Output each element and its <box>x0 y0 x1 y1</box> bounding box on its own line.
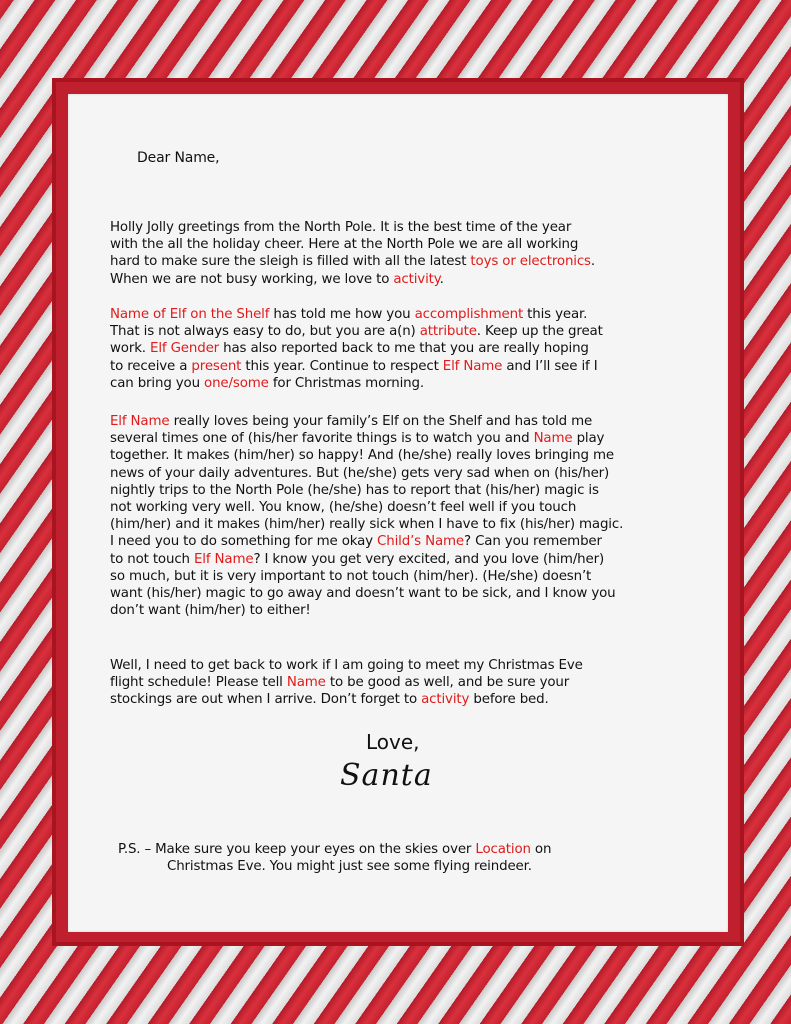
letter-line <box>110 323 690 340</box>
placeholder-field: Location <box>475 842 531 857</box>
placeholder-field: toys or electronics <box>470 254 591 270</box>
letter-text: nightly trips to the North Pole (he/she) has to report that (his/her) magic is <box>110 482 599 498</box>
paragraph-goodbye <box>110 657 690 709</box>
letter-text: to receive a <box>110 358 192 374</box>
letter-text: When we are not busy working, we love to <box>110 271 394 287</box>
letter-text: for Christmas morning. <box>268 375 424 391</box>
letter-text: Dear <box>137 150 175 166</box>
placeholder-field: Elf Name <box>193 551 254 567</box>
letter-text: to be good as well, and be sure your <box>325 675 570 691</box>
letter-line <box>110 482 690 499</box>
placeholder-field: Elf Name <box>442 358 503 374</box>
postscript-line-2: Christmas Eve. You might just see some flying reindeer. <box>167 859 532 874</box>
letter-text: (him/her) and it makes (him/her) really sick when I have to fix (his/her) magic. <box>110 517 624 533</box>
letter-text: so much, but it is very important to not touch (him/her). (He/she) doesn’t <box>110 568 592 584</box>
letter-line <box>110 533 690 550</box>
letter-line <box>110 602 690 619</box>
letter-line <box>110 375 690 392</box>
placeholder-field: one/some <box>204 375 269 391</box>
letter-text: and I’ll see if I <box>502 358 598 374</box>
paragraph-greeting <box>110 219 690 288</box>
letter-text: together. It makes (him/her) so happy! And (he/she) really loves bringing me <box>110 448 614 464</box>
letter-line <box>110 499 690 516</box>
letter-line <box>110 516 690 533</box>
letter-text: work. <box>110 341 151 357</box>
placeholder-field: activity <box>393 271 440 287</box>
letter-line <box>110 465 690 482</box>
placeholder-field: attribute <box>419 324 477 340</box>
letter-line <box>110 219 690 236</box>
letter-line <box>110 306 690 323</box>
letter-text: before bed. <box>469 692 549 708</box>
letter-text: don’t want (him/her) to either! <box>110 603 311 619</box>
letter-line <box>110 340 690 357</box>
letter-line <box>110 551 690 568</box>
letter-text: , <box>215 150 220 166</box>
letter-line <box>110 413 690 430</box>
placeholder-field: Child’s Name <box>377 534 465 550</box>
letter-line <box>110 236 690 253</box>
letter-line <box>110 253 690 270</box>
letter-text: Holly Jolly greetings from the North Pole. It is the best time of the year <box>110 220 572 235</box>
letter-text: this year. Continue to respect <box>241 358 443 374</box>
paragraph-magic <box>110 413 690 619</box>
letter-text: That is not always easy to do, but you are a(n) <box>110 324 420 340</box>
letter-line <box>110 358 690 375</box>
letter-line <box>110 568 690 585</box>
santa-signature: Santa <box>340 758 433 793</box>
letter-text: has told me how you <box>269 307 415 322</box>
placeholder-field: Elf Name <box>110 414 170 429</box>
letter-line <box>110 447 690 464</box>
letter-line <box>110 674 690 691</box>
letter-text: to not touch <box>110 551 194 567</box>
closing: Love, <box>366 730 420 754</box>
letter-line <box>110 585 690 602</box>
letter-text: on <box>530 842 552 857</box>
letter-text: Well, I need to get back to work if I am going to meet my Christmas Eve <box>110 658 583 673</box>
letter-text: ? I know you get very excited, and you love (him/her) <box>253 551 605 567</box>
letter-line <box>110 657 690 674</box>
letter-text: . Keep up the great <box>476 324 603 340</box>
placeholder-field: present <box>191 358 242 374</box>
placeholder-field: Name of Elf on the Shelf <box>110 307 270 322</box>
placeholder-field: Name <box>533 431 573 447</box>
letter-text: hard to make sure the sleigh is filled with all the latest <box>110 254 471 270</box>
letter-text: several times one of (his/her favorite things is to watch you and <box>110 431 534 447</box>
letter-text: want (his/her) magic to go away and doesn’t want to be sick, and I know you <box>110 586 616 602</box>
letter-text: ? Can you remember <box>464 534 602 550</box>
letter-line <box>110 271 690 288</box>
letter-line <box>110 691 690 708</box>
letter-text: this year. <box>523 307 588 322</box>
letter-text: . <box>590 254 595 270</box>
letter-text: stockings are out when I arrive. Don’t forget to <box>110 692 422 708</box>
letter-text: play <box>572 431 605 447</box>
letter-text: I need you to do something for me okay <box>110 534 378 550</box>
letter-text: P.S. – Make sure you keep your eyes on the skies over <box>118 842 476 857</box>
placeholder-field: Elf Gender <box>150 341 220 357</box>
placeholder-field: accomplishment <box>414 307 524 322</box>
placeholder-field: Name <box>286 675 326 691</box>
placeholder-field: activity <box>421 692 470 708</box>
letter-line <box>110 430 690 447</box>
letter-text: has also reported back to me that you are really hoping <box>219 341 589 357</box>
letter-text: Name <box>174 150 216 166</box>
letter-text: with the all the holiday cheer. Here at the North Pole we are all working <box>110 237 579 253</box>
postscript-line-1 <box>118 841 678 858</box>
letter-text: really loves being your family’s Elf on the Shelf and has told me <box>169 414 593 429</box>
paragraph-elf-report <box>110 306 690 392</box>
letter-text: flight schedule! Please tell <box>110 675 287 691</box>
letter-text: can bring you <box>110 375 205 391</box>
salutation <box>137 150 219 167</box>
letter-text: . <box>439 271 444 287</box>
letter-text: not working very well. You know, (he/she) doesn’t feel well if you touch <box>110 500 577 516</box>
letter-text: news of your daily adventures. But (he/she) gets very sad when on (his/her) <box>110 465 610 481</box>
